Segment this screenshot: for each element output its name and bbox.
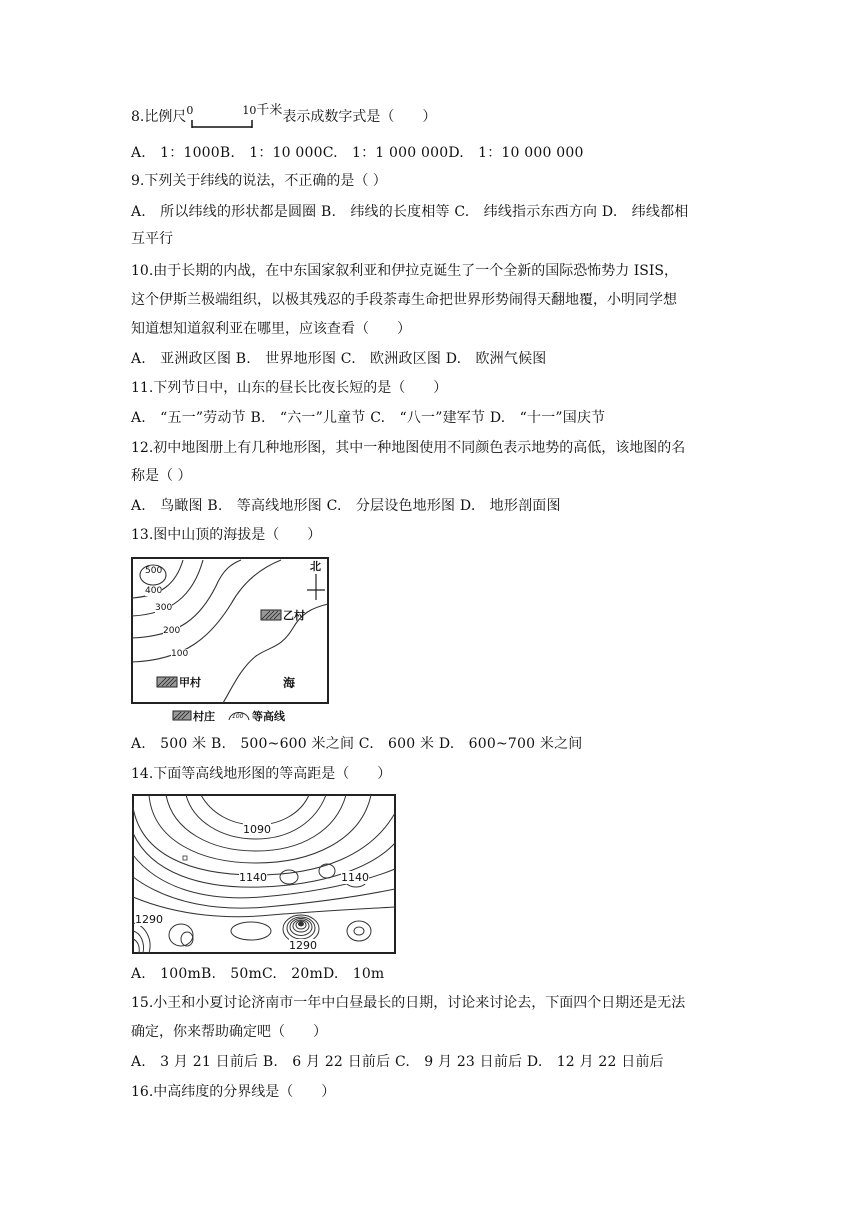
q15-options: A. 3 月 21 日前后 B. 6 月 22 日前后 C. 9 月 23 日前后 D. 12 月 22 日前后 (131, 1054, 664, 1070)
q13-legend-contour-sample: 100 (232, 713, 244, 720)
q13-options: A. 500 米 B. 500~600 米之间 C. 600 米 D. 600~700 米之间 (131, 736, 583, 752)
q12-line2: 称是（ ） (131, 468, 192, 484)
q13-contour-500: 500 (145, 566, 163, 576)
q13-legend-village: 村庄 (193, 710, 215, 723)
q9-stem: 9.下列关于纬线的说法，不正确的是（ ） (131, 173, 387, 189)
q14-label-1090: 1090 (243, 823, 271, 836)
q10-line3: 知道想知道叙利亚在哪里，应该查看（ ） (131, 321, 411, 337)
q13-village-jia: 甲村 (179, 676, 201, 689)
q9-options-line2: 互平行 (131, 231, 173, 247)
q8-scale-bar (186, 103, 283, 128)
q14-stem: 14.下面等高线地形图的等高距是（ ） (131, 766, 392, 782)
q13-north-label: 北 (310, 560, 321, 573)
q13-contour-200: 200 (163, 626, 181, 636)
q11-options: A. “五一”劳动节 B. “六一”儿童节 C. “八一”建军节 D. “十一”国庆节 (131, 410, 606, 426)
q10-line2: 这个伊斯兰极端组织，以极其残忍的手段荼毒生命把世界形势闹得天翻地覆，小明同学想 (131, 292, 677, 308)
q13-contour-100: 100 (171, 649, 189, 659)
q8-scale-ten: 10 (242, 104, 257, 117)
q14-label-1290-bottom: 1290 (289, 939, 317, 952)
q14-label-1140-left: 1140 (239, 871, 267, 884)
q8-stem-before: 8.比例尺 (131, 109, 187, 125)
q16-stem: 16.中高纬度的分界线是（ ） (131, 1084, 336, 1100)
q13-sea-label: 海 (283, 676, 296, 690)
q8-options: A. 1：1000B. 1：10 000C. 1：1 000 000D. 1：10 000 000 (131, 145, 584, 161)
q13-village-yi: 乙村 (283, 609, 305, 622)
q14-options: A. 100mB. 50mC. 20mD. 10m (131, 966, 385, 982)
q15-line1: 15.小王和小夏讨论济南市一年中白昼最长的日期，讨论来讨论去，下面四个日期还是无法 (131, 995, 686, 1011)
q9-options-line1: A. 所以纬线的形状都是圆圈 B. 纬线的长度相等 C. 纬线指示东西方向 D. 纬线都相 (131, 204, 689, 220)
q8-scale-unit: 千米 (256, 103, 283, 118)
q8-stem-after: 表示成数字式是（ ） (282, 109, 437, 125)
q14-label-1140-right: 1140 (341, 871, 369, 884)
q14-contour-map (131, 793, 399, 957)
q13-contour-map (131, 556, 331, 728)
q11-stem: 11.下列节日中，山东的昼长比夜长短的是（ ） (131, 380, 448, 396)
q10-line1: 10.由于长期的内战，在中东国家叙利亚和伊拉克诞生了一个全新的国际恐怖势力 ISIS， (131, 263, 678, 279)
q8-stem (131, 103, 437, 128)
q13-legend-contour: 等高线 (252, 710, 285, 723)
q13-stem: 13.图中山顶的海拔是（ ） (131, 527, 322, 543)
q12-options: A. 鸟瞰图 B. 等高线地形图 C. 分层设色地形图 D. 地形剖面图 (131, 498, 561, 514)
q15-line2: 确定，你来帮助确定吧（ ） (131, 1024, 327, 1040)
q10-options: A. 亚洲政区图 B. 世界地形图 C. 欧洲政区图 D. 欧洲气候图 (131, 351, 547, 367)
q13-contour-400: 400 (145, 586, 163, 596)
q12-line1: 12.初中地图册上有几种地形图，其中一种地图使用不同颜色表示地势的高低，该地图的名 (131, 440, 686, 456)
q13-contour-300: 300 (155, 603, 173, 613)
q8-scale-zero: 0 (186, 104, 194, 117)
q13-map-svg (131, 556, 331, 728)
q14-label-1290-left: 1290 (135, 913, 163, 926)
